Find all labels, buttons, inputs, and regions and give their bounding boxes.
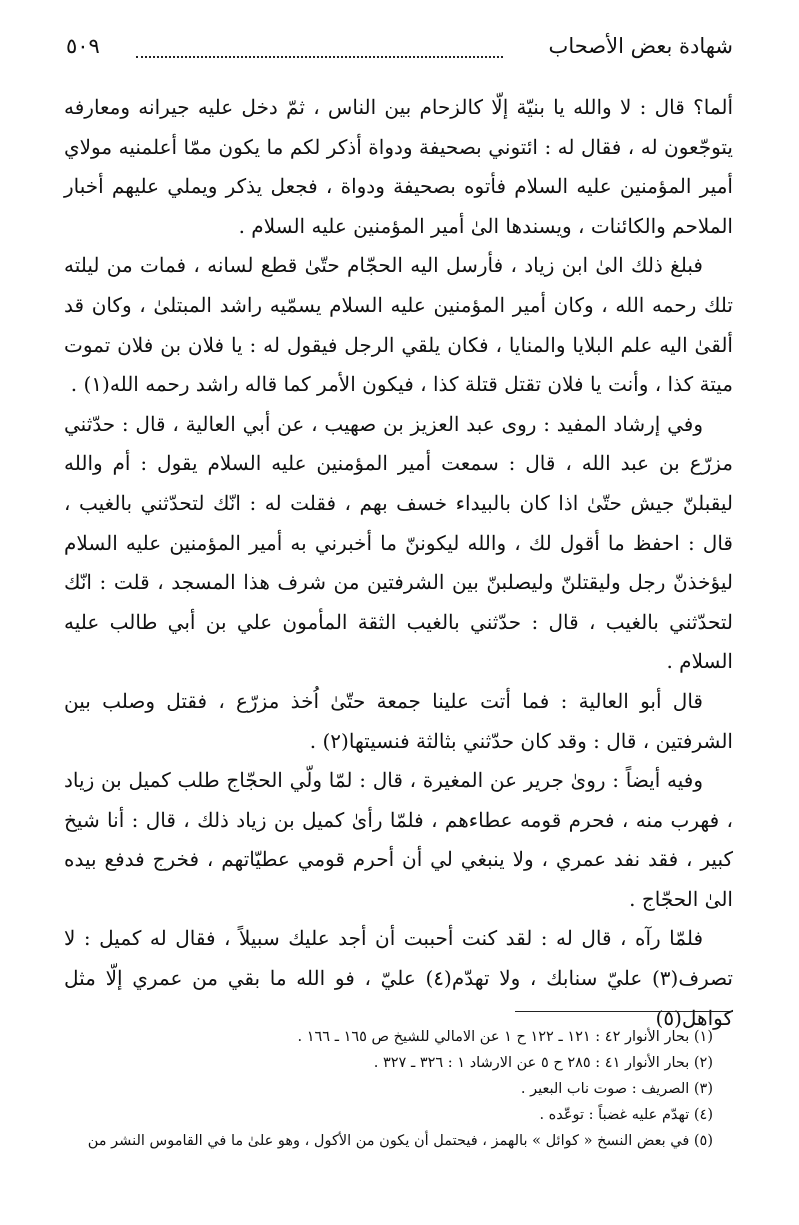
footnote: (١) بحار الأنوار ٤٢ : ١٢١ ـ ١٢٢ ح ١ عن الامالي للشيخ ص ١٦٥ ـ ١٦٦ . [297,1029,713,1045]
paragraph: وفي إرشاد المفيد : روى عبد العزيز بن صهيب ، عن أبي العالية ، قال : حدّثني مزرّع بن عبد الله ، قال : سمعت أمير المؤمنين عليه السلام يقول : أم والله ليقبلنّ جيش حتّىٰ اذا كان بالبيداء خسف بهم ، فقلت له : انّك لتحدّثني بالغيب ، قال : احفظ ما أقول لك ، والله ليكوننّ ما أخبرني به أمير المؤمنين عليه السلام ليؤخذنّ رجل وليقتلنّ وليصلبنّ بين الشرفتين من شرف هذا المسجد ، قلت : انّك لتحدّثني بالغيب ، قال : حدّثني بالغيب الثقة المأمون علي بن أبي طالب عليه السلام . [64,411,733,674]
paragraph: فبلغ ذلك الىٰ ابن زياد ، فأرسل اليه الحجّام حتّىٰ قطع لسانه ، فمات من ليلته تلك رحمه الله ، وكان أمير المؤمنين عليه السلام يسمّيه راشد المبتلىٰ ، وكان قد ألقىٰ اليه علم البلايا والمنايا ، فكان يلقي الرجل فيقول له : يا فلان بن فلان تموت ميتة كذا ، وأنت يا فلان تقتل قتلة كذا ، فيكون الأمر كما قاله راشد رحمه الله(١) . [64,253,733,397]
footnote: (٥) في بعض النسخ « كوائل » بالهمز ، فيحتمل أن يكون من الأكول ، وهو علىٰ ما في القاموس النشر من [87,1133,713,1149]
page-header [66,30,733,70]
running-title: شهادة بعض الأصحاب [548,34,733,58]
page-number: ٥٠٩ [66,34,100,58]
footnote-divider [515,1011,733,1012]
footnote: (٣) الصريف : صوت ناب البعير . [520,1081,713,1097]
paragraph: وفيه أيضاً : روىٰ جرير عن المغيرة ، قال : لمّا ولّي الحجّاج طلب كميل بن زياد ، فهرب منه ، فحرم قومه عطاءهم ، فلمّا رأىٰ كميل بن زياد ذلك ، قال : أنا شيخ كبير ، فقد نفد عمري ، ولا ينبغي لي أن أحرم قومي عطيّاتهم ، فخرج فدفع بيده الىٰ الحجّاج . [64,768,733,911]
paragraph: قال أبو العالية : فما أتت علينا جمعة حتّىٰ اُخذ مزرّع ، فقتل وصلب بين الشرفتين ، قال : وقد كان حدّثني بثالثة فنسيتها(٢) . [64,688,733,753]
dotted-leader [136,56,503,58]
footnote: (٢) بحار الأنوار ٤١ : ٢٨٥ ح ٥ عن الارشاد ١ : ٣٢٦ ـ ٣٢٧ . [373,1055,713,1071]
paragraph: ألما؟ قال : لا والله يا بنيّة إلّا كالزحام بين الناس ، ثمّ دخل عليه جيرانه ومعارفه يتوجّعون له ، فقال له : ائتوني بصحيفة ودواة أذكر لكم ما يكون ممّا أعلمنيه مولاي أمير المؤمنين عليه السلام فأتوه بصحيفة ودواة ، فجعل يذكر ويملي عليهم أخبار الملاحم والكائنات ، ويسندها الىٰ أمير المؤمنين عليه السلام . [64,95,733,238]
footnote: (٤) تهدّم عليه غضباً : توعّده . [539,1107,713,1123]
paragraph: فلمّا رآه ، قال له : لقد كنت أحببت أن أجد عليك سبيلاً ، فقال له كميل : لا تصرف(٣) عليّ سنابك ، ولا تهدّم(٤) عليّ ، فو الله ما بقي من عمري إلّا مثل كواهل(٥) [64,926,733,1030]
footnotes [64,1024,713,1154]
body-text [64,88,733,1038]
